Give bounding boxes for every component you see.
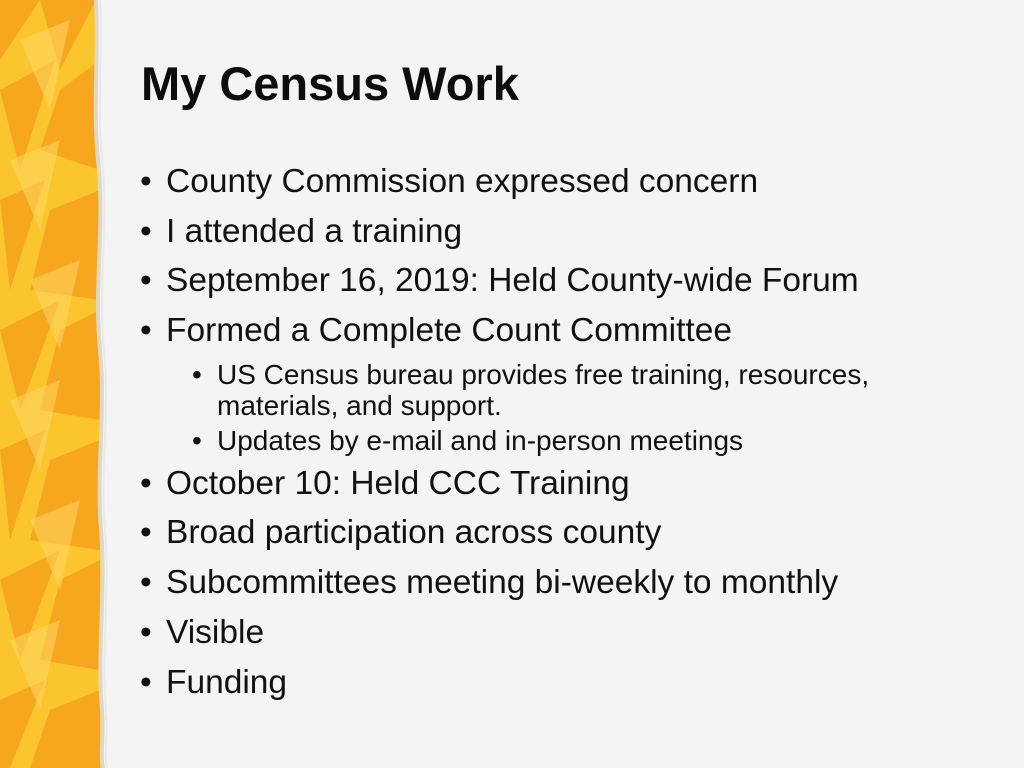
bullet-item: • October 10: Held CCC Training — [140, 462, 1000, 505]
bullet-item: • Formed a Complete Count Committee — [140, 309, 1000, 352]
sub-bullet-line: materials, and support. — [217, 389, 502, 421]
bullet-item: • Broad participation across county — [140, 511, 1000, 554]
bullet-item: • Subcommittees meeting bi-weekly to monthly — [140, 561, 1000, 604]
sub-bullet-group — [140, 359, 1000, 456]
decorative-side-border — [0, 0, 130, 768]
bullet-item: • September 16, 2019: Held County-wide Forum — [140, 259, 1000, 302]
sub-bullet-item — [140, 359, 1000, 421]
sub-bullet-list — [140, 359, 1000, 456]
bullet-item: • Funding — [140, 661, 1000, 704]
sub-bullet-item — [140, 425, 1000, 456]
slide-title: My Census Work — [141, 57, 519, 110]
bullet-item: • Visible — [140, 611, 1000, 654]
bullet-item: • County Commission expressed concern — [140, 160, 1000, 203]
sub-bullet-line: • Updates by e-mail and in-person meetings — [217, 424, 744, 456]
bullet-list — [140, 160, 1000, 710]
bullet-item: • I attended a training — [140, 210, 1000, 253]
sub-bullet-line: • US Census bureau provides free training, resources, — [217, 358, 870, 390]
